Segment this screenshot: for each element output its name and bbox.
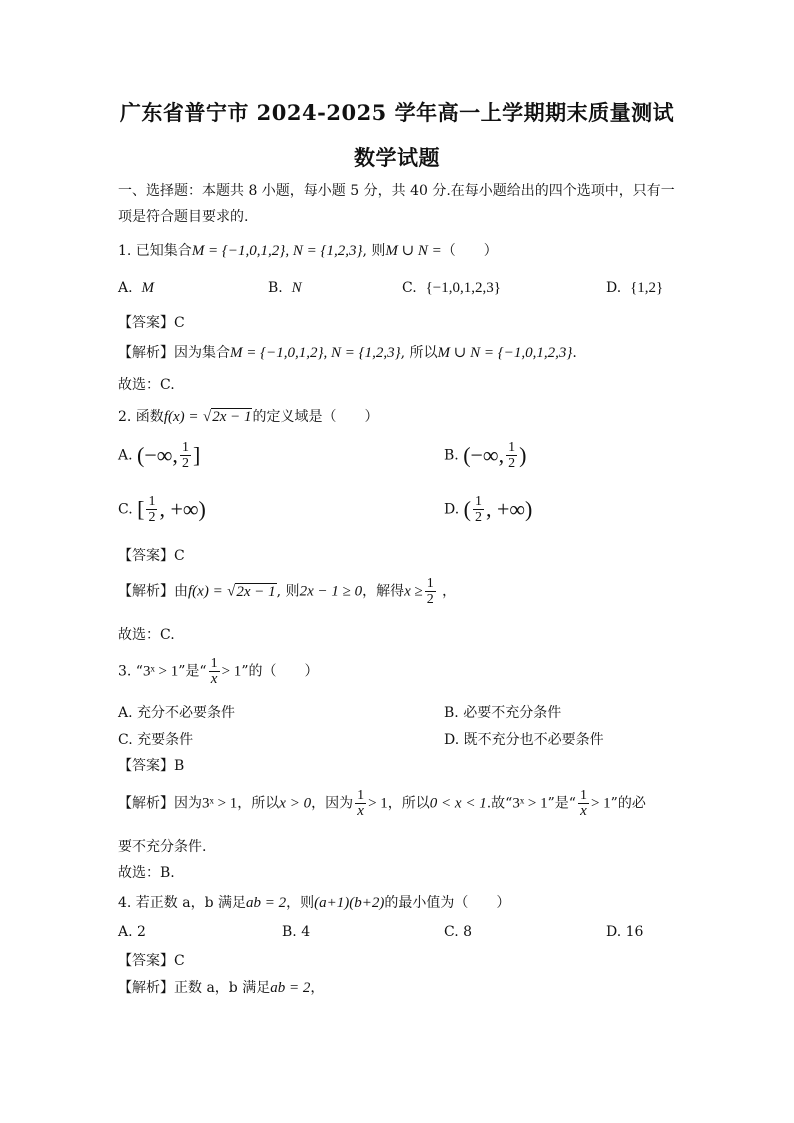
document-title: 广东省普宁市 2024-2025 学年高一上学期期末质量测试	[119, 100, 675, 125]
q1-prefix: 1. 已知集合	[118, 243, 192, 259]
question-3: 3. “3ˣ > 1”是“ $\frac{1}{x}$ > 1”的（ ）	[118, 656, 319, 687]
q1-answer: 【答案】C	[118, 315, 185, 331]
question-1	[118, 240, 498, 260]
q2-option-b: B. (−∞, $\frac{1}{2}$ )	[444, 440, 527, 471]
section-heading-line1: 一、选择题：本题共 8 小题，每小题 5 分，共 40 分.在每小题给出的四个选项中，只有一	[118, 183, 675, 199]
q3-answer: 【答案】B	[118, 758, 185, 774]
q2-conclusion: 故选：C.	[118, 627, 175, 643]
q4-option-a: A. 2	[118, 924, 146, 940]
q4-option-c: C. 8	[444, 924, 473, 940]
q3-option-b: B. 必要不充分条件	[444, 705, 562, 721]
q3-option-d: D. 既不充分也不必要条件	[444, 732, 604, 748]
question-2: 2. 函数f(x) = √2x − 1的定义域是（ ）	[118, 409, 379, 425]
q1-blank: （ ）	[441, 243, 498, 259]
q3-option-a: A. 充分不必要条件	[118, 705, 236, 721]
q1-set-n: , N = {1,2,3}	[285, 243, 363, 259]
q2-analysis: 【解析】由f(x) = √2x − 1, 则2x − 1 ≥ 0，解得x ≥ $\frac{1}{2}$ ，	[118, 576, 457, 607]
q3-analysis-line2: 要不充分条件.	[118, 839, 207, 855]
q1-mid: , 则	[362, 243, 386, 259]
q2-option-c: C. [ $\frac{1}{2}$ , +∞)	[118, 494, 206, 525]
q3-analysis-line1: 【解析】因为3ˣ > 1，所以x > 0，因为 $\frac{1}{x}$ > 1，所以0 < x < 1.故“3ˣ > 1”是“ $\frac{1}{x}$ > 1”的必	[118, 788, 646, 819]
q2-option-a: A. (−∞, $\frac{1}{2}$ ]	[118, 440, 201, 471]
q1-set-m: M = {−1,0,1,2}	[191, 243, 286, 259]
question-4: 4. 若正数 a，b 满足ab = 2，则(a+1)(b+2)的最小值为（ ）	[118, 895, 511, 911]
q4-option-d: D. 16	[606, 924, 644, 940]
q1-analysis: 【解析】因为集合M = {−1,0,1,2}, N = {1,2,3}, 所以M ∪ N = {−1,0,1,2,3}.	[118, 345, 577, 361]
q1-conclusion: 故选：C.	[118, 377, 175, 393]
q1-option-a: A. M	[118, 280, 154, 296]
q2-option-d: D. ( $\frac{1}{2}$ , +∞)	[444, 494, 533, 525]
q4-answer: 【答案】C	[118, 953, 185, 969]
q2-answer: 【答案】C	[118, 548, 185, 564]
q3-option-c: C. 充要条件	[118, 732, 194, 748]
document-subtitle: 数学试题	[354, 145, 440, 170]
q4-analysis: 【解析】正数 a，b 满足ab = 2，	[118, 980, 325, 996]
q1-option-c: C. {−1,0,1,2,3}	[402, 280, 501, 296]
q1-option-b: B. N	[268, 280, 302, 296]
q1-expr: M ∪ N =	[385, 243, 442, 259]
q3-conclusion: 故选：B.	[118, 865, 175, 881]
section-heading-line2: 项是符合题目要求的.	[118, 209, 249, 225]
q1-option-d: D. {1,2}	[606, 280, 664, 296]
q4-option-b: B. 4	[282, 924, 311, 940]
